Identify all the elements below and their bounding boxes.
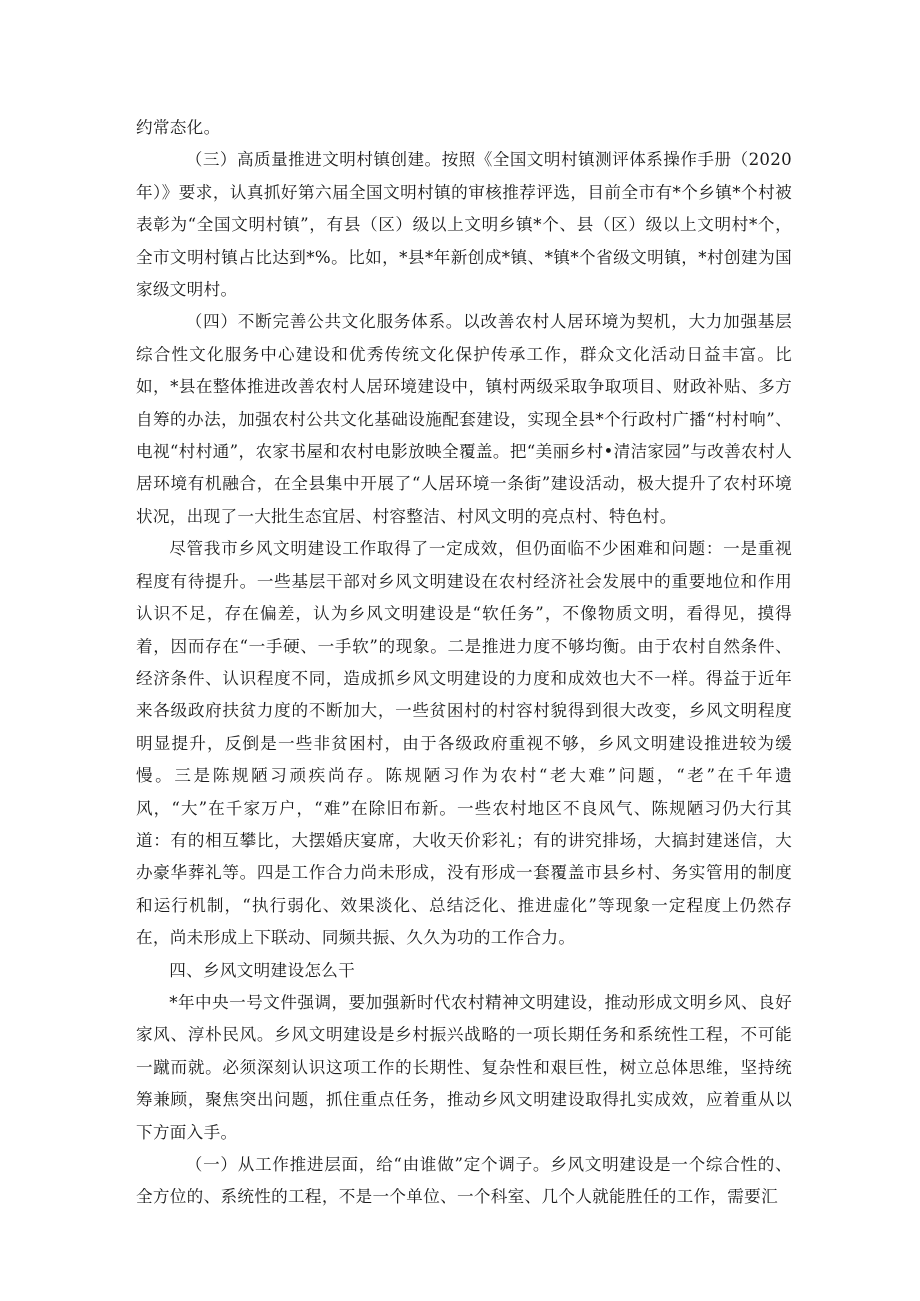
section-heading-4: 四、乡风文明建设怎么干: [169, 960, 356, 980]
document-body: [136, 112, 792, 1214]
paragraph-problems: 尽管我市乡风文明建设工作取得了一定成效，但仍面临不少困难和问题：一是重视程度有待提升。一些基层干部对乡风文明建设在农村经济社会发展中的重要地位和作用认识不足，存在偏差，认为乡风文明建设是“软任务”，不像物质文明，看得见，摸得着，因而存在“一手硬、一手软”的现象。二是推进力度不够均衡。由于农村自然条件、经济条件、认识程度不同，造成抓乡风文明建设的力度和成效也大不一样。得益于近年来各级政府扶贫力度的不断加大，一些贫困村的村容村貌得到很大改变，乡风文明程度明显提升，反倒是一些非贫困村，由于各级政府重视不够，乡风文明建设推进较为缓慢。三是陈规陋习顽疾尚存。陈规陋习作为农村“老大难”问题，“老”在千年遗风，“大”在千家万户，“难”在除旧布新。一些农村地区不良风气、陈规陋习仍大行其道：有的相互攀比，大摆婚庆宴席，大收天价彩礼；有的讲究排场，大搞封建迷信，大办豪华葬礼等。四是工作合力尚未形成，没有形成一套覆盖市县乡村、务实管用的制度和运行机制，“执行弱化、效果淡化、总结泛化、推进虚化”等现象一定程度上仍然存在，尚未形成上下联动、同频共振、久久为功的工作合力。: [136, 539, 792, 948]
paragraph-continuation: 约常态化。: [136, 118, 221, 137]
paragraph-subsection-1: （一）从工作推进层面，给“由谁做”定个调子。乡风文明建设是一个综合性的、全方位的、系统性的工程，不是一个单位、一个科室、几个人就能胜任的工作，需要汇: [136, 1155, 792, 1207]
paragraph-approach: *年中央一号文件强调，要加强新时代农村精神文明建设，推动形成文明乡风、良好家风、淳朴民风。乡风文明建设是乡村振兴战略的一项长期任务和系统性工程，不可能一蹴而就。必须深刻认识这项工作的长期性、复杂性和艰巨性，树立总体思维，坚持统筹兼顾，聚焦突出问题，抓住重点任务，推动乡风文明建设取得扎实成效，应着重从以下方面入手。: [136, 992, 792, 1142]
paragraph-section-3: （三）高质量推进文明村镇创建。按照《全国文明村镇测评体系操作手册（2020年）》要求，认真抓好第六届全国文明村镇的审核推荐评选，目前全市有*个乡镇*个村被表彰为“全国文明村镇”，有县（区）级以上文明乡镇*个、县（区）级以上文明村*个，全市文明村镇占比达到*%。比如，*县*年新创成*镇、*镇*个省级文明镇，*村创建为国家级文明村。: [136, 150, 792, 300]
paragraph-section-4: （四）不断完善公共文化服务体系。以改善农村人居环境为契机，大力加强基层综合性文化服务中心建设和优秀传统文化保护传承工作，群众文化活动日益丰富。比如，*县在整体推进改善农村人居环境建设中，镇村两级采取争取项目、财政补贴、多方自筹的办法，加强农村公共文化基础设施配套建设，实现全县*个行政村广播“村村响”、电视“村村通”，农家书屋和农村电影放映全覆盖。把“美丽乡村•清洁家园”与改善农村人居环境有机融合，在全县集中开展了“人居环境一条街”建设活动，极大提升了农村环境状况，出现了一大批生态宜居、村容整洁、村风文明的亮点村、特色村。: [136, 312, 792, 526]
